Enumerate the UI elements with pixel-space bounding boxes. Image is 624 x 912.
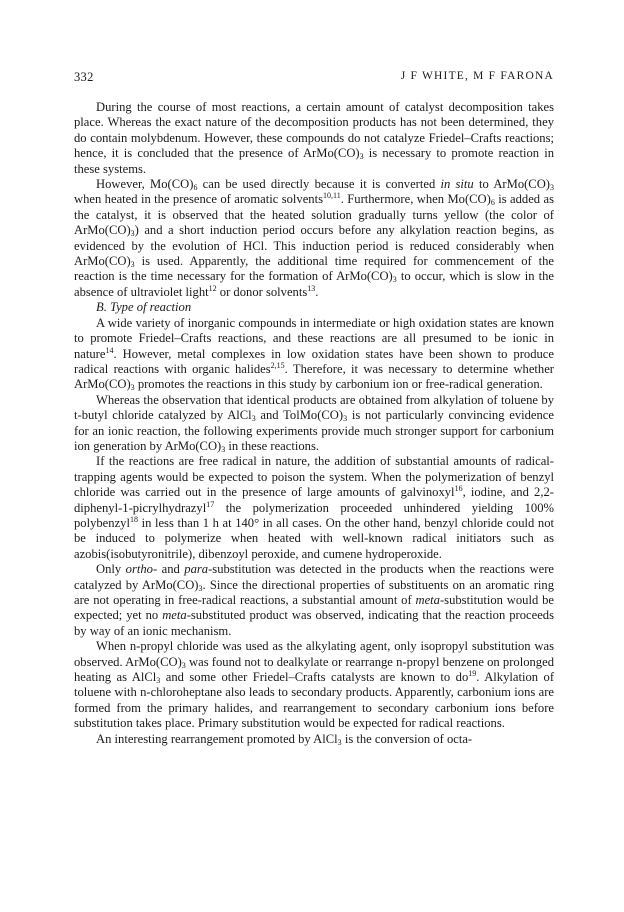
body-text	[74, 100, 554, 747]
paragraph: During the course of most reactions, a certain amount of catalyst decomposition takes place. Whereas the exact nature of the decomposition products has not been determined, they do contain molybdenum. However, these compounds do not catalyze Friedel–Crafts reactions; hence, it is concluded that the presence of $ArMo(CO)_3$ is necessary to promote reaction in these systems.	[74, 100, 554, 176]
paragraph: An interesting rearrangement promoted by AlCl$_3$ is the conversion of octa-	[96, 731, 473, 747]
section-title: Type of reaction	[110, 300, 192, 315]
paragraph: If the reactions are free radical in nature, the addition of substantial amounts of radical-trapping agents would be expected to poison the system. When the polymerization of benzyl chloride was carried out in the presence of large amounts of galvinoxyl$^{16}$, iodine, and 2,2-diphenyl-1-picrylhydrazyl$^{17}$ the polymerization proceeded unhindered yielding 100% polybenzyl$^{18}$ in less than 1 h at 140° in all cases. On the other hand, benzyl chloride could not be induced to polymerize when heated with well-known radical initiators such as azobis(isobutyronitrile), dibenzoyl peroxide, and cumene hydroperoxide.	[74, 454, 554, 561]
paragraph: When n-propyl chloride was used as the alkylating agent, only isopropyl substitution was observed. $ArMo(CO)_3$ was found not to dealkylate or rearrange n-propyl benzene on prolonged heating as AlCl$_3$ and some other Friedel–Crafts catalysts are known to $do^{19}$. Alkylation of toluene with n-chloroheptane also leads to secondary products. Apparently, carbonium ions are formed from the primary halides, and rearrangement to secondary carbonium ions before substitution takes place. Primary substitution would be expected for radical reactions.	[74, 639, 555, 731]
running-header	[74, 70, 554, 86]
running-authors: J F WHITE, M F FARONA	[400, 70, 554, 82]
section-letter: B.	[96, 300, 107, 315]
paragraph: Whereas the observation that identical products are obtained from alkylation of toluene by t-butyl chloride catalyzed by AlCl$_3$ and $TolMo(CO)_3$ is not particularly convincing evidence for an ionic reaction, the following experiments provide much stronger support for carbonium ion generation by $ArMo(CO)_3$ in these reactions.	[74, 392, 554, 454]
paragraph: Only ortho- and para-substitution was detected in the products when the reactions were catalyzed by $ArMo(CO)_3$. Since the directional properties of substituents on an aromatic ring are not operating in free-radical reactions, a substantial amount of meta-substitution would be expected; yet no meta-substituted product was observed, indicating that the reaction proceeds by way of an ionic mechanism.	[74, 562, 555, 638]
section-heading	[74, 300, 554, 315]
paragraph: A wide variety of inorganic compounds in intermediate or high oxidation states are known to promote Friedel–Crafts reactions, and these reactions are all presumed to be ionic in nature$^{14}$. However, metal complexes in low oxidation states have been shown to produce radical reactions with organic halides$^{2,15}$. Therefore, it was necessary to determine whether $ArMo(CO)_3$ promotes the reactions in this study by carbonium ion or free-radical generation.	[74, 315, 554, 393]
page-number: 332	[74, 70, 94, 84]
paragraph: However, $Mo(CO)_6$ can be used directly because it is converted in situ to $ArMo(CO)_3$ when heated in the presence of aromatic solvents$^{10,11}$. Furthermore, when $Mo(CO)_6$ is added as the catalyst, it is observed that the heated solution gradually turns yellow (the color of $ArMo(CO)_3$) and a short induction period occurs before any alkylation reaction begins, as evidenced by the evolution of HCl. This induction period is reduced considerably when $ArMo(CO)_3$ is used. Apparently, the additional time required for commencement of the reaction is the time necessary for the formation of $ArMo(CO)_3$ to occur, which is slow in the absence of ultraviolet light$^{12}$ or donor solvents$^{13}$.	[74, 177, 554, 299]
